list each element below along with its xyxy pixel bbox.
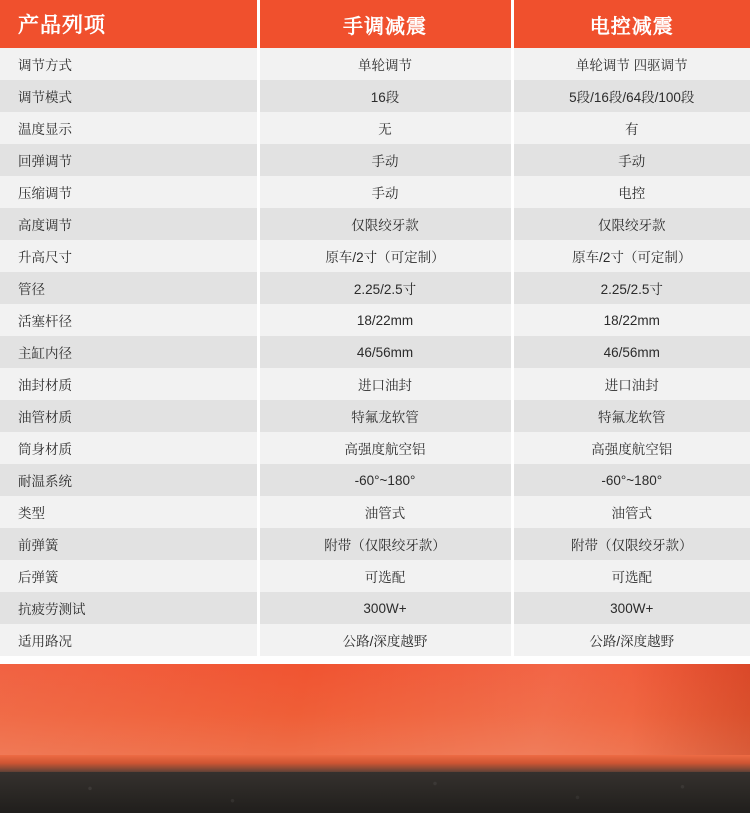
row-value-manual: 公路/深度越野 [258,624,512,656]
row-value-electric: 2.25/2.5寸 [512,272,750,304]
row-value-electric: 46/56mm [512,336,750,368]
row-value-manual: 可选配 [258,560,512,592]
row-label: 调节模式 [0,80,258,112]
row-value-electric: 公路/深度越野 [512,624,750,656]
table-row [0,144,750,176]
table-row [0,624,750,656]
row-value-manual: 仅限绞牙款 [258,208,512,240]
row-value-electric: 18/22mm [512,304,750,336]
row-value-electric: 附带（仅限绞牙款） [512,528,750,560]
table-row [0,112,750,144]
table-row [0,176,750,208]
row-label: 筒身材质 [0,432,258,464]
row-label: 主缸内径 [0,336,258,368]
table-row [0,80,750,112]
row-value-electric: 单轮调节 四驱调节 [512,48,750,80]
row-value-electric: 油管式 [512,496,750,528]
row-label: 油管材质 [0,400,258,432]
row-value-electric: 仅限绞牙款 [512,208,750,240]
table-header-row [0,0,750,48]
row-value-electric: 有 [512,112,750,144]
row-label: 管径 [0,272,258,304]
row-value-electric: 进口油封 [512,368,750,400]
row-label: 压缩调节 [0,176,258,208]
row-label: 类型 [0,496,258,528]
row-value-electric: 300W+ [512,592,750,624]
row-value-electric: 原车/2寸（可定制） [512,240,750,272]
row-label: 回弹调节 [0,144,258,176]
row-value-electric: 可选配 [512,560,750,592]
spec-table-header [0,0,750,48]
row-value-electric: 高强度航空铝 [512,432,750,464]
row-value-manual: 附带（仅限绞牙款） [258,528,512,560]
row-label: 温度显示 [0,112,258,144]
table-row [0,560,750,592]
row-value-manual: 特氟龙软管 [258,400,512,432]
row-value-manual: 单轮调节 [258,48,512,80]
row-label: 后弹簧 [0,560,258,592]
row-value-manual: -60°~180° [258,464,512,496]
table-row [0,208,750,240]
row-label: 适用路况 [0,624,258,656]
column-header-item: 产品列项 [0,0,258,48]
row-value-manual: 46/56mm [258,336,512,368]
band-edge-shadow [630,664,750,755]
table-row [0,464,750,496]
row-value-manual: 2.25/2.5寸 [258,272,512,304]
table-row [0,496,750,528]
row-label: 前弹簧 [0,528,258,560]
table-row [0,336,750,368]
table-row [0,432,750,464]
row-value-manual: 油管式 [258,496,512,528]
row-value-manual: 无 [258,112,512,144]
table-row [0,48,750,80]
row-value-electric: 5段/16段/64段/100段 [512,80,750,112]
column-header-electric: 电控减震 [512,0,750,48]
table-row [0,304,750,336]
column-header-manual: 手调减震 [258,0,512,48]
table-row [0,272,750,304]
row-value-electric: 手动 [512,144,750,176]
row-label: 高度调节 [0,208,258,240]
table-row [0,528,750,560]
table-row [0,240,750,272]
row-value-manual: 手动 [258,144,512,176]
row-label: 升高尺寸 [0,240,258,272]
row-label: 调节方式 [0,48,258,80]
row-value-manual: 300W+ [258,592,512,624]
row-value-manual: 16段 [258,80,512,112]
row-label: 抗疲劳测试 [0,592,258,624]
orange-decorative-band [0,664,750,755]
row-value-manual: 原车/2寸（可定制） [258,240,512,272]
row-value-electric: -60°~180° [512,464,750,496]
row-value-manual: 18/22mm [258,304,512,336]
row-value-electric: 电控 [512,176,750,208]
table-row [0,592,750,624]
row-value-electric: 特氟龙软管 [512,400,750,432]
dark-textured-footer [0,772,750,813]
row-value-manual: 进口油封 [258,368,512,400]
table-row [0,368,750,400]
row-value-manual: 高强度航空铝 [258,432,512,464]
table-row [0,400,750,432]
row-label: 油封材质 [0,368,258,400]
row-label: 耐温系统 [0,464,258,496]
row-label: 活塞杆径 [0,304,258,336]
spec-table-body [0,48,750,656]
row-value-manual: 手动 [258,176,512,208]
